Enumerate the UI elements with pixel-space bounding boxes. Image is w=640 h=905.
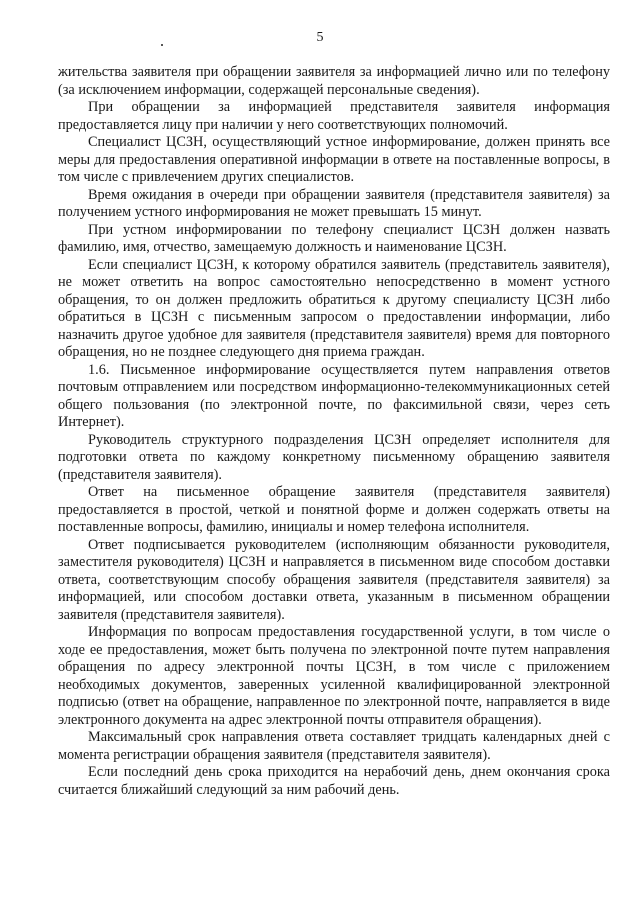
paragraph: При обращении за информацией представителя заявителя информация предоставляется лицу при наличии у него соответствующих полномочий. [58,99,610,133]
paragraph: Время ожидания в очереди при обращении заявителя (представителя заявителя) за получением устного информирования не может превышать 15 минут. [58,186,610,220]
stray-dot-mark [161,44,163,46]
paragraph-section-1-6: 1.6. Письменное информирование осуществляется путем направления ответов почтовым отправлением или посредством информационно-телекоммуникационных сетей общего пользования (по электронной почте, по факсимильной связи, через сеть Интернет). [58,361,610,430]
paragraph: Руководитель структурного подразделения ЦСЗН определяет исполнителя для подготовки ответа по каждому конкретному письменному обращению заявителя (представителя заявителя). [58,431,610,483]
paragraph: Специалист ЦСЗН, осуществляющий устное информирование, должен принять все меры для предоставления оперативной информации в ответе на поставленные вопросы, в том числе с привлечением других специалистов. [58,134,610,185]
paragraph: Ответ на письменное обращение заявителя (представителя заявителя) предоставляется в простой, четкой и понятной форме и должен содержать ответы на поставленные вопросы, фамилию, инициалы и номер телефона исполнителя. [58,484,610,535]
paragraph: Максимальный срок направления ответа составляет тридцать календарных дней с момента регистрации обращения заявителя (представителя заявителя). [58,729,610,763]
page-number: 5 [316,30,324,45]
document-body [58,64,610,799]
paragraph: Если последний день срока приходится на нерабочий день, днем окончания срока считается ближайший следующий за ним рабочий день. [58,764,610,798]
paragraph: Информация по вопросам предоставления государственной услуги, в том числе о ходе ее предоставления, может быть получена по электронной почте путем направления обращения по адресу электронной почты ЦСЗН, в том числе с приложением необходимых документов, заверенных усиленной квалифицированной электронной подписью (ответ на обращение, направленное по электронной почте, направляется в виде электронного документа на адрес электронной почты отправителя обращения). [58,624,610,728]
paragraph: Если специалист ЦСЗН, к которому обратился заявитель (представитель заявителя), не может ответить на вопрос самостоятельно непосредственно в момент устного обращения, то он должен предложить обратиться к другому специалисту ЦСЗН либо обратиться в ЦСЗН с письменным запросом о предоставлении информации, либо назначить другое удобное для заявителя (представителя заявителя) время для повторного обращения, но не позднее следующего дня приема граждан. [58,256,610,360]
paragraph-continuation: жительства заявителя при обращении заявителя за информацией лично или по телефону (за исключением информации, содержащей персональные сведения). [58,64,610,98]
paragraph: При устном информировании по телефону специалист ЦСЗН должен назвать фамилию, имя, отчество, замещаемую должность и наименование ЦСЗН. [58,221,610,255]
paragraph: Ответ подписывается руководителем (исполняющим обязанности руководителя, заместителя руководителя) ЦСЗН и направляется в письменном виде способом доставки ответа, соответствующим способу обращения заявителя (представителя заявителя) за информацией, или способом доставки ответа, указанным в письменном обращении заявителя (представителя заявителя). [58,536,610,623]
